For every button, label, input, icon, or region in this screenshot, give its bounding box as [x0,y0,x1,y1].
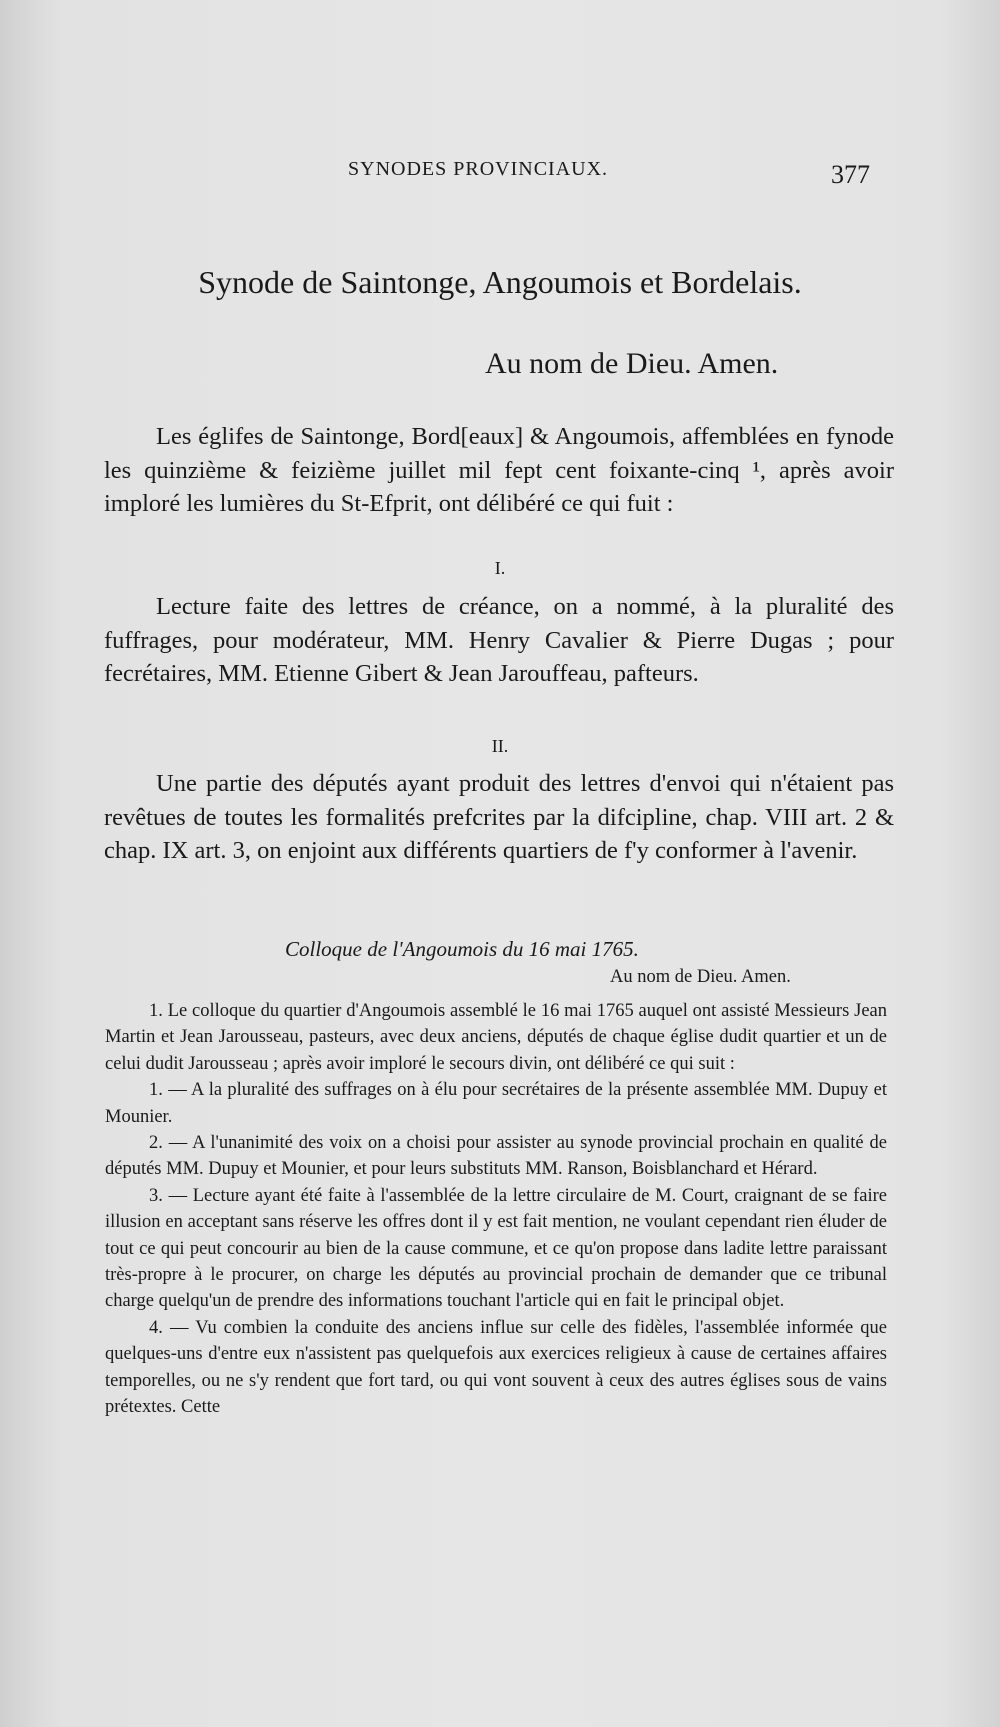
intro-text: Les églifes de Saintonge, Bord[eaux] & Angoumois, affemblées en fynode les quinzième & feizième juillet mil fept cent foixante-cinq ¹, après avoir imploré les lumières du St-Efprit, ont délibéré ce qui fuit : [104,423,894,517]
colloque-title: Colloque de l'Angoumois du 16 mai 1765. [285,937,639,961]
colloque-paragraph: 1. Le colloque du quartier d'Angoumois assemblé le 16 mai 1765 auquel ont assisté Messieurs Jean Martin et Jean Jarousseau, pasteurs, avec deux anciens, députés de chaque église dudit quartier et un de celui dudit Jarousseau ; après avoir imploré le secours divin, ont délibéré ce qui suit : [105,1001,887,1074]
colloque-paragraph: 4. — Vu combien la conduite des anciens influe sur celle des fidèles, l'assemblée informée que quelques-uns d'entre eux n'assistent pas quelquefois aux exercices religieux à cause de certaines affaires temporelles, ou ne s'y rendent que fort tard, ou qui vont souvent à ceux des autres églises sous de vains prétextes. Cette [105,1317,887,1418]
synod-title: Synode de Saintonge, Angoumois et Bordelais. [198,264,802,300]
article-2-text: Une partie des députés ayant produit des lettres d'envoi qui n'étaient pas revêtues de toutes les formalités prefcrites par la difcipline, chap. VIII art. 2 & chap. IX art. 3, on enjoint aux différents quartiers de f'y conformer à l'avenir. [104,770,894,864]
page-header [100,156,900,196]
colloque-paragraph: 1. — A la pluralité des suffrages on à élu pour secrétaires de la présente assemblée MM. Dupuy et Mounier. [105,1080,887,1127]
article-number-2: II. [491,736,509,756]
article-1-text: Lecture faite des lettres de créance, on a nommé, à la pluralité des fuffrages, pour modérateur, MM. Henry Cavalier & Pierre Dugas ; pour fecrétaires, MM. Etienne Gibert & Jean Jarouffeau, pafteurs. [104,593,894,687]
article-1 [104,590,894,691]
invocation: Au nom de Dieu. Amen. [485,347,779,380]
article-number-1: I. [494,558,506,578]
colloque-body [105,998,887,1421]
colloque-paragraph: 3. — Lecture ayant été faite à l'assemblée de la lettre circulaire de M. Court, craignant de se faire illusion en acceptant sans réserve les offres dont il y est fait mention, ne voulant cependant rien éluder de tout ce qui peut concourir au bien de la cause commune, et ce qu'on propose dans ladite lettre paraissant très-propre à le procurer, on charge les députés au provincial prochain de demander que ce tribunal charge quelqu'un de prendre des informations touchant l'article qui en fait le principal objet. [105,1185,887,1312]
article-2 [104,767,894,868]
intro-paragraph [104,420,894,521]
colloque-paragraph: 2. — A l'unanimité des voix on a choisi pour assister au synode provincial prochain en qualité de députés MM. Dupuy et Mounier, et pour leurs substituts MM. Ranson, Boisblanchard et Hérard. [105,1133,887,1180]
page-number: 377 [831,160,870,189]
colloque-invocation: Au nom de Dieu. Amen. [610,967,791,987]
running-title: SYNODES PROVINCIAUX. [348,158,609,180]
